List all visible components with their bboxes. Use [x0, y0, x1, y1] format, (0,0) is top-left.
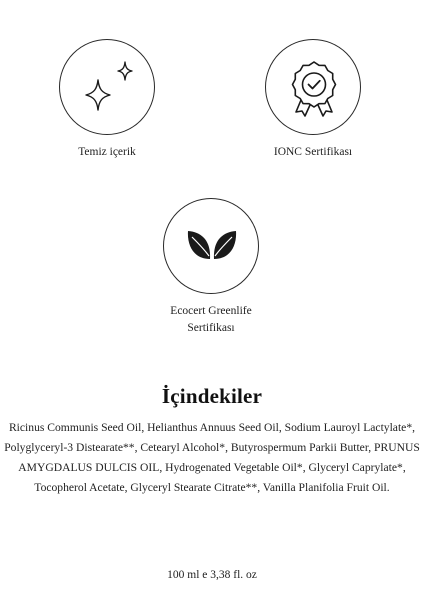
badge-label-clean: Temiz içerik — [78, 146, 136, 158]
clean-ingredient-badge — [59, 39, 155, 135]
badge-label-ionc: IONC Sertifikası — [273, 146, 353, 158]
product-volume: 100 ml e 3,38 fl. oz — [167, 569, 257, 581]
badge-label-ecocert — [131, 303, 291, 337]
ingredients-title: İçindekiler — [161, 384, 263, 408]
badge-label-ecocert-line2: Sertifikası — [187, 322, 235, 334]
sparkle-icon — [60, 40, 156, 136]
certificate-ribbon-icon — [266, 40, 362, 136]
ecocert-badge — [163, 198, 259, 294]
ingredients-list: Ricinus Communis Seed Oil, Helianthus Annuus Seed Oil, Sodium Lauroyl Lactylate*, Polyglyceryl-3 Distearate**, Cetearyl Alcohol*, Butyrospermum Parkii Butter, PRUNUS AMYGDALUS DULCIS OIL, Hydrogenated Vegetable Oil*, Glyceryl Caprylate*, Tocopherol Acetate, Glyceryl Stearate Citrate**, Vanilla Planifolia Fruit Oil. — [4, 421, 420, 494]
ionc-certificate-badge — [265, 39, 361, 135]
leaves-icon — [164, 199, 260, 295]
badge-label-ecocert-line1: Ecocert Greenlife — [170, 305, 252, 317]
